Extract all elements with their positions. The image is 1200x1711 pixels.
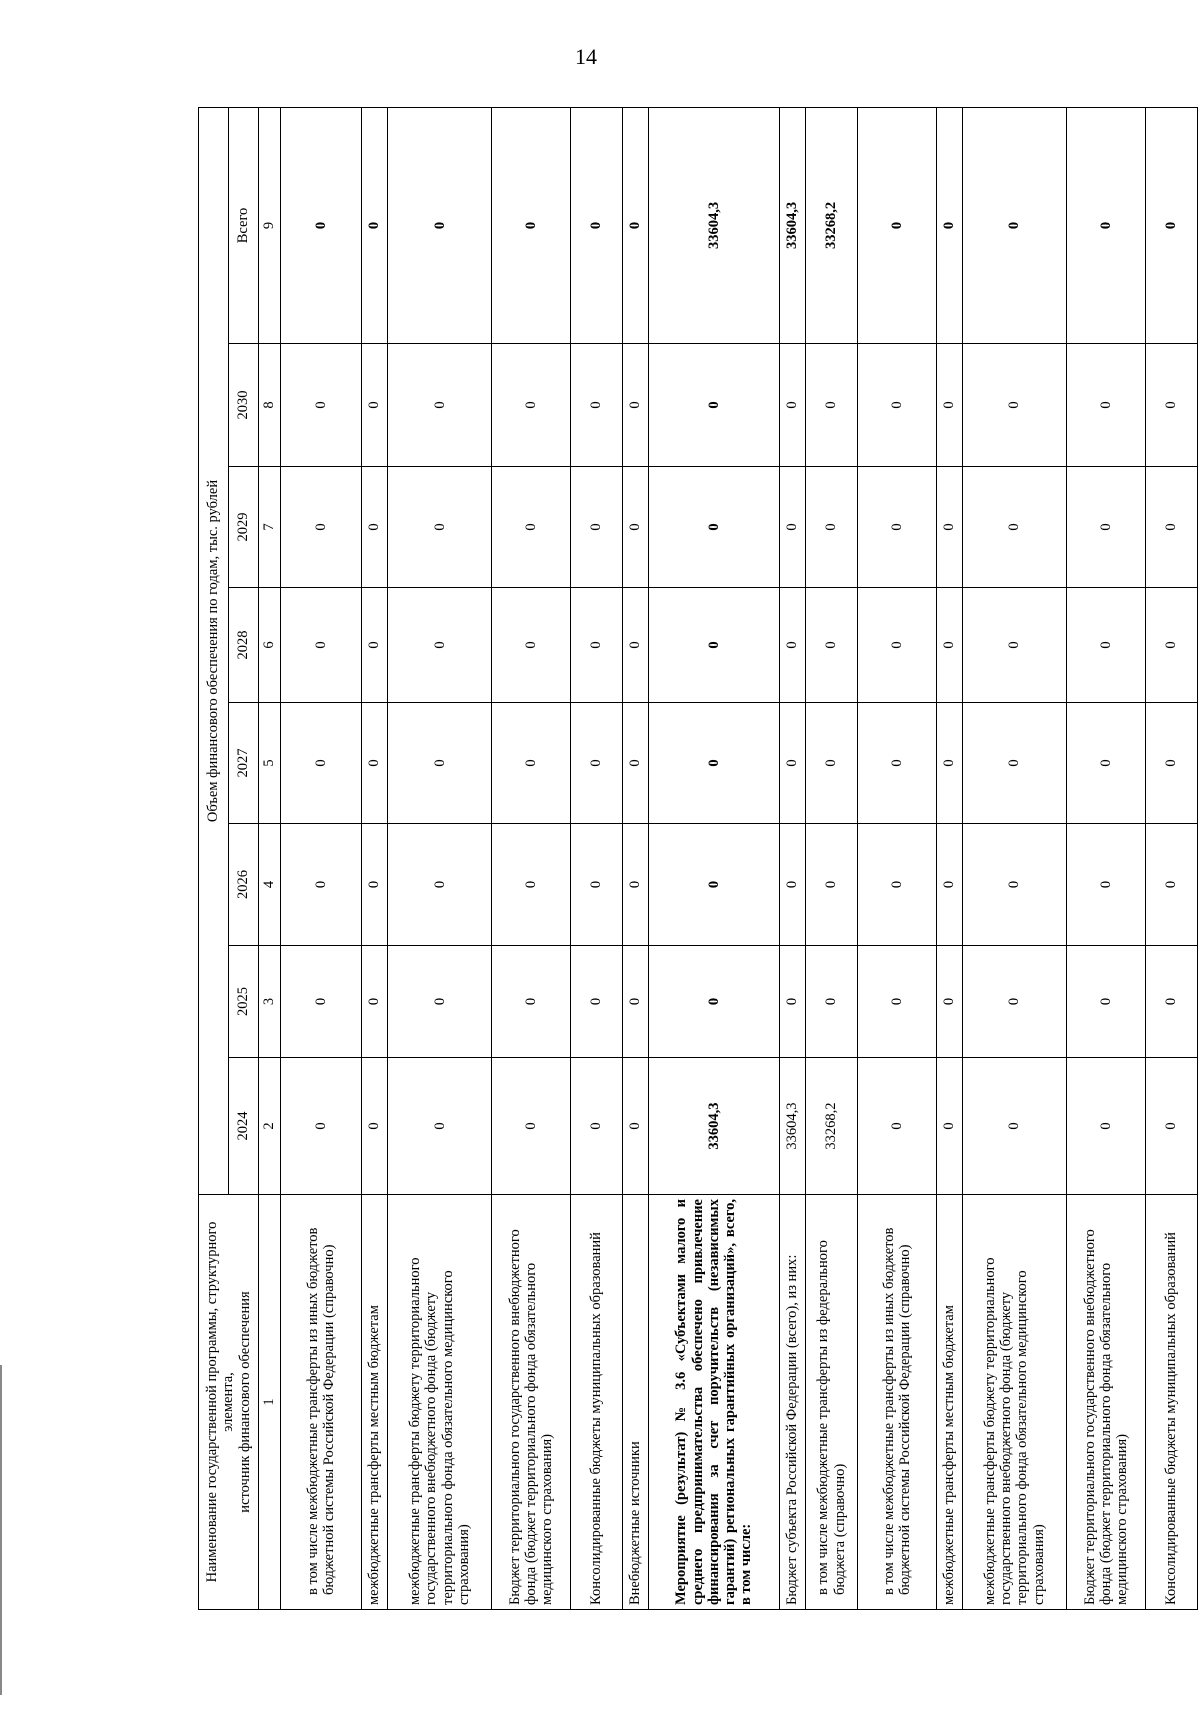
table-row (1145, 107, 1197, 1609)
cell-2024: 0 (858, 1058, 936, 1195)
cell-2027: 0 (936, 703, 962, 824)
name-header-line3: источник финансового обеспечения (236, 1291, 253, 1513)
cell-2025: 0 (1067, 946, 1145, 1058)
cell-total: 0 (281, 107, 362, 343)
table-row (858, 107, 936, 1609)
cell-2027: 0 (570, 703, 622, 824)
cell-2029: 0 (492, 467, 570, 588)
table-row (387, 107, 492, 1609)
row-name: межбюджетные трансферты местным бюджетам (936, 1195, 962, 1610)
year-header: 2025 (229, 946, 259, 1058)
cell-2025: 0 (361, 946, 387, 1058)
cell-2027: 0 (779, 703, 805, 824)
cell-total: 0 (962, 107, 1067, 343)
row-name: межбюджетные трансферты местным бюджетам (361, 1195, 387, 1610)
name-header-line2: элемента, (220, 1372, 237, 1432)
cell-2030: 0 (361, 344, 387, 467)
total-header: Всего (229, 107, 259, 343)
cell-2030: 0 (1145, 344, 1197, 467)
cell-2028: 0 (1067, 588, 1145, 703)
financing-table (198, 107, 1198, 1610)
cell-2028: 0 (805, 588, 857, 703)
cell-2029: 0 (936, 467, 962, 588)
cell-2029: 0 (570, 467, 622, 588)
page-number: 14 (575, 44, 597, 69)
cell-2030: 0 (779, 344, 805, 467)
cell-2026: 0 (387, 824, 492, 946)
cell-2029: 0 (623, 467, 649, 588)
cell-2024: 0 (570, 1058, 622, 1195)
row-name: межбюджетные трансферты бюджету территориального государственного внебюджетного фонда (бюджету территориального фонда обязательного медицинского страхования) (962, 1195, 1067, 1610)
row-name: Консолидированные бюджеты муниципальных образований (1145, 1195, 1197, 1610)
cell-2029: 0 (1145, 467, 1197, 588)
cell-2030: 0 (858, 344, 936, 467)
cell-2029: 0 (779, 467, 805, 588)
cell-2025: 0 (858, 946, 936, 1058)
cell-2024: 0 (387, 1058, 492, 1195)
cell-2025: 0 (492, 946, 570, 1058)
cell-2025: 0 (570, 946, 622, 1058)
row-name: Мероприятие (результат) № 3.6 «Субъектами малого и среднего предпринимательства обеспечено привлечение финансирования за счет поручительств (независимых гарантий) региональных гарантийных организаций», всего, в том числе: (649, 1195, 780, 1610)
cell-2030: 0 (649, 344, 780, 467)
cell-2028: 0 (623, 588, 649, 703)
volume-header: Объем финансового обеспечения по годам, тыс. рублей (199, 107, 229, 1194)
cell-2030: 0 (492, 344, 570, 467)
row-name: в том числе межбюджетные трансферты из иных бюджетов бюджетной системы Российской Федерации (справочно) (281, 1195, 362, 1610)
row-name: Бюджет территориального государственного внебюджетного фонда (бюджет территориального фонда обязательного медицинского страхования) (1067, 1195, 1145, 1610)
cell-2024: 0 (281, 1058, 362, 1195)
cell-2030: 0 (570, 344, 622, 467)
cell-total: 0 (858, 107, 936, 343)
cell-total: 0 (936, 107, 962, 343)
cell-2028: 0 (570, 588, 622, 703)
cell-2024: 0 (361, 1058, 387, 1195)
year-header: 2030 (229, 344, 259, 467)
cell-2027: 0 (1145, 703, 1197, 824)
column-number: 2 (259, 1058, 281, 1195)
cell-2027: 0 (361, 703, 387, 824)
cell-2027: 0 (858, 703, 936, 824)
cell-2026: 0 (1067, 824, 1145, 946)
row-name: Бюджет территориального государственного внебюджетного фонда (бюджет территориального фонда обязательного медицинского страхования) (492, 1195, 570, 1610)
cell-2024: 33604,3 (649, 1058, 780, 1195)
cell-2027: 0 (962, 703, 1067, 824)
cell-2028: 0 (936, 588, 962, 703)
cell-2024: 0 (1067, 1058, 1145, 1195)
row-name: Внебюджетные источники (623, 1195, 649, 1610)
cell-2025: 0 (281, 946, 362, 1058)
cell-2029: 0 (962, 467, 1067, 588)
cell-total: 0 (1067, 107, 1145, 343)
cell-2028: 0 (492, 588, 570, 703)
cell-2028: 0 (1145, 588, 1197, 703)
cell-total: 33604,3 (779, 107, 805, 343)
cell-2025: 0 (936, 946, 962, 1058)
cell-2028: 0 (281, 588, 362, 703)
name-header-line1: Наименование государственной программы, структурного (204, 1221, 221, 1583)
column-number: 1 (259, 1195, 281, 1610)
cell-2028: 0 (858, 588, 936, 703)
column-number: 6 (259, 588, 281, 703)
cell-2030: 0 (1067, 344, 1145, 467)
cell-2030: 0 (805, 344, 857, 467)
table-row (623, 107, 649, 1609)
column-number: 4 (259, 824, 281, 946)
column-number: 5 (259, 703, 281, 824)
cell-2026: 0 (1145, 824, 1197, 946)
cell-total: 33268,2 (805, 107, 857, 343)
cell-total: 33604,3 (649, 107, 780, 343)
table-row (361, 107, 387, 1609)
cell-2028: 0 (649, 588, 780, 703)
table-row (936, 107, 962, 1609)
cell-total: 0 (492, 107, 570, 343)
cell-2025: 0 (805, 946, 857, 1058)
cell-total: 0 (387, 107, 492, 343)
cell-2026: 0 (649, 824, 780, 946)
cell-2028: 0 (962, 588, 1067, 703)
cell-total: 0 (1145, 107, 1197, 343)
cell-2026: 0 (281, 824, 362, 946)
column-number: 3 (259, 946, 281, 1058)
table-row (649, 107, 780, 1609)
cell-2027: 0 (281, 703, 362, 824)
cell-2025: 0 (1145, 946, 1197, 1058)
table-row (805, 107, 857, 1609)
table-row (1067, 107, 1145, 1609)
cell-2027: 0 (649, 703, 780, 824)
year-header: 2027 (229, 703, 259, 824)
column-number: 7 (259, 467, 281, 588)
cell-2026: 0 (858, 824, 936, 946)
cell-2026: 0 (962, 824, 1067, 946)
cell-2026: 0 (779, 824, 805, 946)
table-row (779, 107, 805, 1609)
row-name: Консолидированные бюджеты муниципальных образований (570, 1195, 622, 1610)
cell-2027: 0 (623, 703, 649, 824)
cell-2029: 0 (281, 467, 362, 588)
cell-2030: 0 (387, 344, 492, 467)
rotated-table-frame (198, 108, 1198, 1610)
cell-2026: 0 (361, 824, 387, 946)
cell-2028: 0 (387, 588, 492, 703)
table-row (281, 107, 362, 1609)
cell-total: 0 (570, 107, 622, 343)
table-row (492, 107, 570, 1609)
cell-2030: 0 (936, 344, 962, 467)
cell-total: 0 (623, 107, 649, 343)
row-name: в том числе межбюджетные трансферты из федерального бюджета (справочно) (805, 1195, 857, 1610)
cell-2030: 0 (281, 344, 362, 467)
column-number: 9 (259, 107, 281, 343)
cell-2026: 0 (805, 824, 857, 946)
cell-2024: 0 (962, 1058, 1067, 1195)
table-row (962, 107, 1067, 1609)
cell-2030: 0 (623, 344, 649, 467)
cell-2029: 0 (361, 467, 387, 588)
row-name: Бюджет субъекта Российской Федерации (всего), из них: (779, 1195, 805, 1610)
year-header: 2029 (229, 467, 259, 588)
cell-2029: 0 (387, 467, 492, 588)
cell-2027: 0 (387, 703, 492, 824)
cell-2025: 0 (779, 946, 805, 1058)
year-header: 2024 (229, 1058, 259, 1195)
year-header: 2026 (229, 824, 259, 946)
cell-2024: 33604,3 (779, 1058, 805, 1195)
cell-2029: 0 (1067, 467, 1145, 588)
table-row (570, 107, 622, 1609)
cell-2028: 0 (779, 588, 805, 703)
cell-2029: 0 (858, 467, 936, 588)
cell-2024: 0 (492, 1058, 570, 1195)
cell-total: 0 (361, 107, 387, 343)
cell-2024: 0 (1145, 1058, 1197, 1195)
cell-2026: 0 (936, 824, 962, 946)
financing-table-container (198, 108, 1198, 1610)
column-number: 8 (259, 344, 281, 467)
cell-2024: 0 (936, 1058, 962, 1195)
cell-2029: 0 (805, 467, 857, 588)
cell-2027: 0 (492, 703, 570, 824)
scan-edge-mark (0, 1365, 2, 1695)
cell-2027: 0 (805, 703, 857, 824)
row-name: межбюджетные трансферты бюджету территориального государственного внебюджетного фонда (бюджету территориального фонда обязательного медицинского страхования) (387, 1195, 492, 1610)
cell-2025: 0 (962, 946, 1067, 1058)
cell-2025: 0 (623, 946, 649, 1058)
cell-2025: 0 (649, 946, 780, 1058)
year-header: 2028 (229, 588, 259, 703)
cell-2030: 0 (962, 344, 1067, 467)
cell-2026: 0 (623, 824, 649, 946)
cell-2026: 0 (492, 824, 570, 946)
cell-2024: 0 (623, 1058, 649, 1195)
cell-2028: 0 (361, 588, 387, 703)
name-column-header (199, 1195, 259, 1610)
cell-2029: 0 (649, 467, 780, 588)
cell-2024: 33268,2 (805, 1058, 857, 1195)
row-name: в том числе межбюджетные трансферты из иных бюджетов бюджетной системы Российской Федерации (справочно) (858, 1195, 936, 1610)
cell-2027: 0 (1067, 703, 1145, 824)
cell-2026: 0 (570, 824, 622, 946)
cell-2025: 0 (387, 946, 492, 1058)
